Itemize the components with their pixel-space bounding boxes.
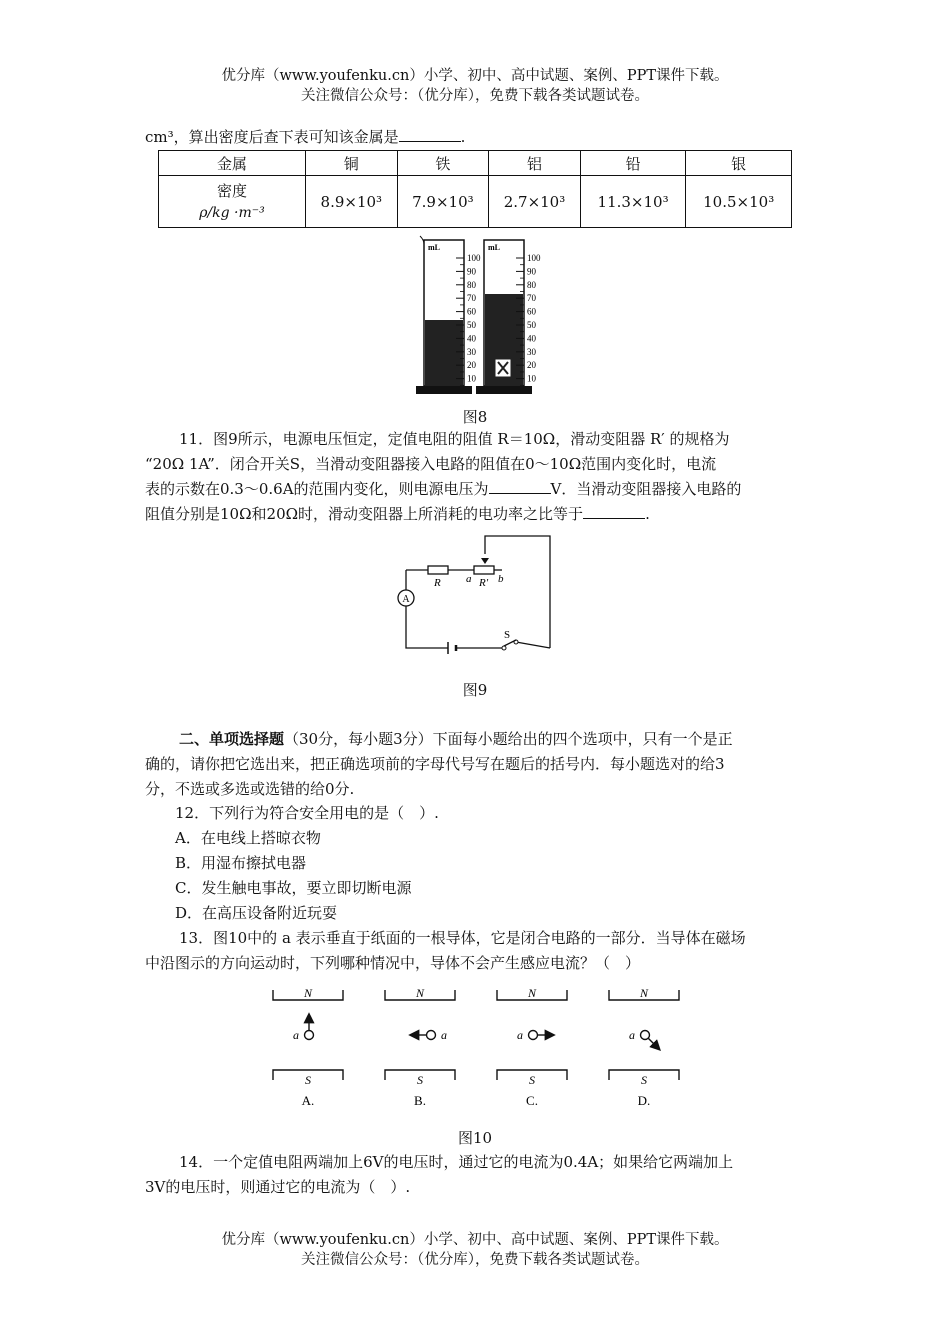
north-label: N xyxy=(303,986,313,1000)
q10-text: ，算出密度后查下表可知该金属是 xyxy=(173,128,399,146)
answer-blank xyxy=(489,477,551,494)
unit-cm3: cm³ xyxy=(145,128,174,146)
south-label: S xyxy=(529,1073,535,1087)
q11-line-2: “20Ω 1A”．闭合开关S，当滑动变阻器接入电路的阻值在0～10Ω范围内变化时，电流 xyxy=(145,455,717,473)
q11-line-3a: 表的示数在0.3～0.6A的范围内变化，则电源电压为 xyxy=(145,480,489,498)
table-row xyxy=(159,151,792,176)
question-11 xyxy=(145,427,805,527)
table-cell: 2.7×10³ xyxy=(489,176,581,228)
south-label: S xyxy=(641,1073,647,1087)
tick-label: 80 xyxy=(467,279,476,290)
tick-label: 60 xyxy=(467,306,476,317)
table-cell: 11.3×10³ xyxy=(580,176,686,228)
table-cell: 铜 xyxy=(306,151,398,176)
tick-label: 50 xyxy=(467,320,476,330)
label-S: S xyxy=(504,629,511,641)
q10-tail xyxy=(145,125,805,150)
rheostat-Rprime xyxy=(474,566,494,574)
section-2-line-3: 分，不选或多选或选错的给0分. xyxy=(145,780,355,798)
q11-line-4a: 阻值分别是10Ω和20Ω时，滑动变阻器上所消耗的电功率之比等于 xyxy=(145,505,584,523)
q14-line-1: 14．一个定值电阻两端加上6V的电压时，通过它的电流为0.4A；如果给它两端加上 xyxy=(179,1153,734,1171)
conductor-label: a xyxy=(441,1028,447,1042)
header-line-1: 优分库（www.youfenku.cn）小学、初中、高中试题、案例、PPT课件下载。 xyxy=(221,68,729,84)
tick-label: 90 xyxy=(527,266,536,277)
tick-label: 20 xyxy=(467,360,476,371)
label-b: b xyxy=(498,573,504,585)
table-row xyxy=(159,176,792,228)
q11-line-4b: . xyxy=(645,505,650,523)
q11-line-3b: V．当滑动变阻器接入电路的 xyxy=(550,480,742,498)
page-footer xyxy=(0,1230,950,1270)
conductor-a xyxy=(305,1031,314,1040)
table-cell: 铁 xyxy=(397,151,489,176)
option-label: C. xyxy=(526,1093,538,1108)
cylinder-left xyxy=(416,236,472,394)
figure-8-cylinders xyxy=(410,230,550,400)
tick-label: 100 xyxy=(467,253,481,263)
conductor-label: a xyxy=(293,1028,299,1042)
conductor-label: a xyxy=(629,1028,635,1042)
tick-label: 90 xyxy=(467,266,476,277)
question-14 xyxy=(145,1150,805,1200)
figure-8-caption: 图8 xyxy=(462,408,488,426)
tick-label: 40 xyxy=(467,333,476,344)
tick-label: 20 xyxy=(527,360,536,371)
cylinder-right xyxy=(476,240,532,394)
table-cell: 银 xyxy=(686,151,792,176)
label-R: R xyxy=(434,577,441,589)
metal-header: 金属 xyxy=(159,151,306,176)
section-2-title: 二、单项选择题 xyxy=(179,730,285,748)
tick-label: 10 xyxy=(467,373,476,384)
table-cell: 7.9×10³ xyxy=(397,176,489,228)
q12-option-a: A．在电线上搭晾衣物 xyxy=(175,829,321,847)
density-table xyxy=(158,150,792,228)
option-label: A. xyxy=(301,1093,315,1108)
section-2-line-1 xyxy=(145,727,805,752)
tick-label: 70 xyxy=(527,293,536,304)
question-12 xyxy=(175,801,439,926)
label-Rprime: R′ xyxy=(479,577,489,589)
q11-line-1: 11．图9所示，电源电压恒定，定值电阻的阻值 R＝10Ω，滑动变阻器 R′ 的规格为 xyxy=(179,430,730,448)
page-header xyxy=(0,66,950,106)
q12-option-d: D．在高压设备附近玩耍 xyxy=(175,904,338,922)
answer-blank xyxy=(583,502,645,519)
north-label: N xyxy=(527,986,537,1000)
q10-end: . xyxy=(460,128,466,146)
section-2-line-2: 确的，请你把它选出来，把正确选项前的字母代号写在题后的括号内．每小题选对的给3 xyxy=(145,755,725,773)
q11-line-3 xyxy=(145,477,805,502)
label-a: a xyxy=(466,573,472,585)
tick-label: 60 xyxy=(527,306,536,317)
tick-label: 30 xyxy=(527,346,536,357)
south-label: S xyxy=(305,1073,311,1087)
table-cell: 10.5×10³ xyxy=(686,176,792,228)
table-cell: 8.9×10³ xyxy=(306,176,398,228)
ammeter-label: A xyxy=(402,594,410,605)
q11-line-4 xyxy=(145,502,805,527)
header-line-2: 关注微信公众号：（优分库），免费下载各类试题试卷。 xyxy=(301,88,649,104)
tick-label: 40 xyxy=(527,333,536,344)
section-2-intro xyxy=(145,727,805,802)
footer-line-1: 优分库（www.youfenku.cn）小学、初中、高中试题、案例、PPT课件下载。 xyxy=(221,1232,729,1248)
option-label: B. xyxy=(414,1093,426,1108)
section-2-text: （30分，每小题3分）下面每小题给出的四个选项中，只有一个是正 xyxy=(284,730,733,748)
conductor-a xyxy=(529,1031,538,1040)
conductor-a xyxy=(427,1031,436,1040)
footer-line-2: 关注微信公众号：（优分库），免费下载各类试题试卷。 xyxy=(301,1252,649,1268)
tick-label: 10 xyxy=(527,373,536,384)
figure-9-circuit xyxy=(390,530,560,660)
q13-line-1: 13．图10中的 a 表示垂直于纸面的一根导体，它是闭合电路的一部分．当导体在磁场 xyxy=(179,929,746,947)
table-cell: 铅 xyxy=(580,151,686,176)
tick-label: 70 xyxy=(467,293,476,304)
table-cell: 铝 xyxy=(489,151,581,176)
north-label: N xyxy=(639,986,649,1000)
resistor-R xyxy=(428,566,448,574)
question-13 xyxy=(145,926,805,976)
unit-label: mL xyxy=(428,243,440,252)
tick-label: 100 xyxy=(527,253,541,263)
option-label: D. xyxy=(637,1093,651,1108)
tick-label: 80 xyxy=(527,279,536,290)
tick-label: 30 xyxy=(467,346,476,357)
tick-label: 50 xyxy=(527,320,536,330)
figure-10-caption: 图10 xyxy=(457,1129,493,1147)
conductor-a xyxy=(641,1031,650,1040)
conductor-label: a xyxy=(517,1028,523,1042)
figure-10-magnets xyxy=(265,980,695,1120)
density-unit: ρ/kg ·m⁻³ xyxy=(199,204,265,221)
south-label: S xyxy=(417,1073,423,1087)
density-label: 密度 xyxy=(216,181,247,200)
north-label: N xyxy=(415,986,425,1000)
q13-line-2: 中沿图示的方向运动时，下列哪种情况中，导体不会产生感应电流？（ ） xyxy=(145,954,641,972)
q14-line-2: 3V的电压时，则通过它的电流为（ ）. xyxy=(145,1178,411,1196)
density-header xyxy=(159,176,306,228)
figure-9-caption: 图9 xyxy=(462,681,488,699)
q12-option-c: C．发生触电事故，要立即切断电源 xyxy=(175,879,412,897)
motion-arrow xyxy=(649,1039,660,1050)
answer-blank xyxy=(399,125,461,142)
unit-label: mL xyxy=(488,243,500,252)
q12-option-b: B．用湿布擦拭电器 xyxy=(175,854,307,872)
q12-stem: 12．下列行为符合安全用电的是（ ）. xyxy=(175,804,439,822)
